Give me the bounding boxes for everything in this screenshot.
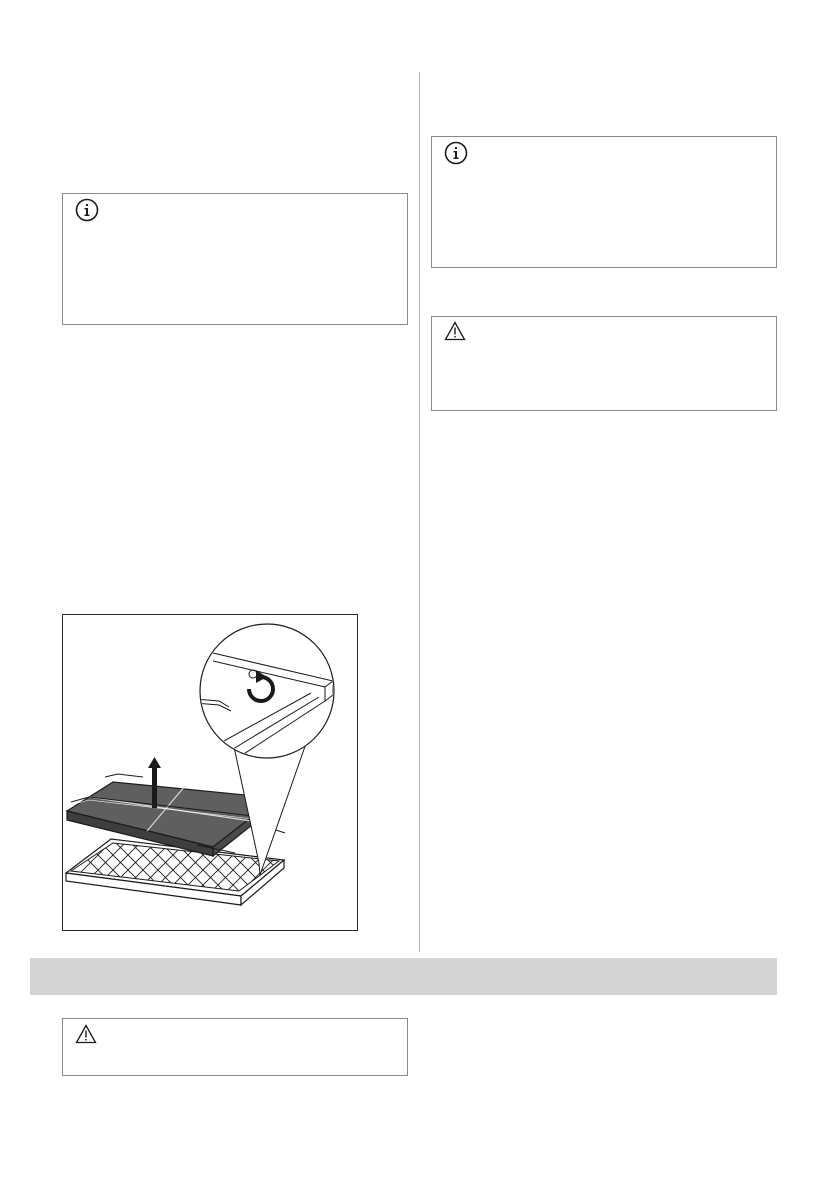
filter-removal-figure (62, 614, 358, 931)
info-note-box-right (431, 136, 777, 268)
filter-illustration (63, 615, 357, 930)
warning-icon (75, 1024, 97, 1049)
warning-note-box (431, 316, 777, 411)
section-header-bar (30, 958, 777, 995)
info-note-box (62, 193, 408, 325)
warning-icon (444, 321, 466, 346)
info-icon (444, 141, 468, 170)
column-divider (419, 72, 420, 952)
zoom-detail-circle (195, 624, 334, 761)
info-icon (75, 198, 99, 227)
warning-note-box-bottom (62, 1018, 408, 1076)
